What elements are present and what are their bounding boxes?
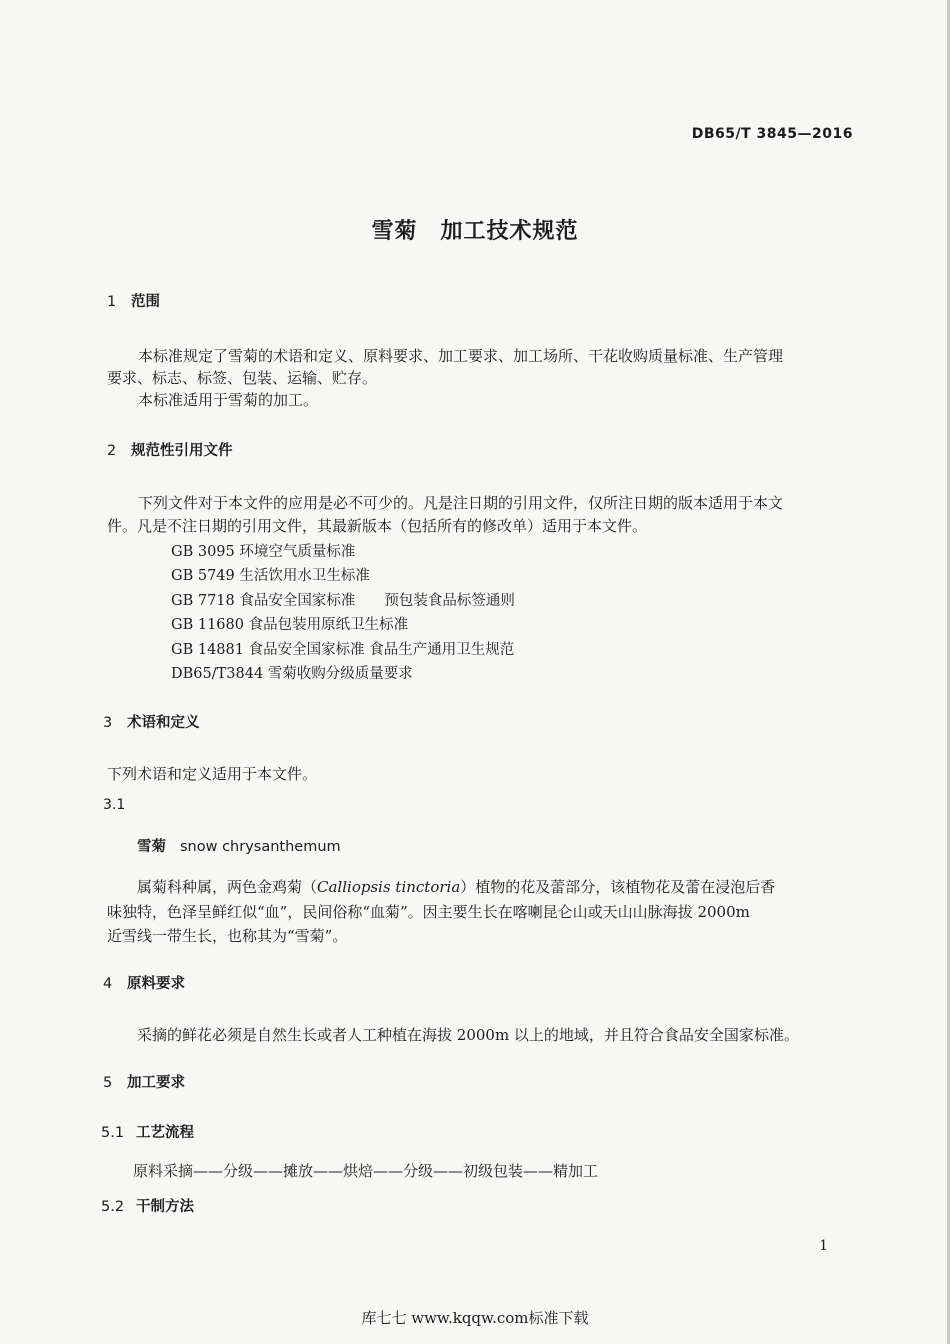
- reference-item: GB 14881 食品安全国家标准 食品生产通用卫生规范: [171, 642, 515, 658]
- subsection-title: 干制方法: [136, 1199, 194, 1215]
- subsection-title: 工艺流程: [136, 1125, 194, 1141]
- section-5-heading: [103, 1071, 185, 1092]
- reference-item: GB 5749 生活饮用水卫生标准: [171, 568, 370, 584]
- paragraph-line: 下列文件对于本文件的应用是必不可少的。凡是注日期的引用文件，仅所注日期的版本适用于本文: [138, 494, 784, 512]
- subsection-5-1-heading: [101, 1121, 194, 1142]
- paragraph-line: 采摘的鲜花必须是自然生长或者人工种植在海拔 2000m 以上的地域，并且符合食品安全国家标准。: [137, 1026, 799, 1044]
- term-entry: [137, 835, 341, 856]
- section-4-heading: [103, 972, 185, 993]
- process-flow: 原料采摘——分级——摊放——烘焙——分级——初级包装——精加工: [133, 1162, 599, 1180]
- term-english: snow chrysanthemum: [180, 839, 341, 855]
- section-title: 范围: [131, 294, 160, 310]
- reference-item: GB 3095 环境空气质量标准: [171, 544, 356, 560]
- subsection-5-2-heading: [101, 1195, 194, 1216]
- subsection-number: 3.1: [103, 797, 126, 813]
- paragraph-line: 本标准适用于雪菊的加工。: [138, 391, 319, 409]
- latin-name: Calliopsis tinctoria: [317, 878, 461, 896]
- section-3-heading: [103, 711, 200, 732]
- paragraph-line: 要求、标志、标签、包装、运输、贮存。: [107, 369, 378, 387]
- definition-line: 味独特，色泽呈鲜红似“血”，民间俗称“血菊”。因主要生长在喀喇昆仑山或天山山脉海拔 2000m: [107, 903, 750, 921]
- reference-item: GB 11680 食品包装用原纸卫生标准: [171, 617, 409, 633]
- section-number: 4: [103, 976, 113, 992]
- section-number: 3: [103, 715, 113, 731]
- page-number: 1: [819, 1238, 828, 1254]
- section-number: 5: [103, 1075, 113, 1091]
- section-number: 2: [107, 443, 117, 459]
- standard-number: DB65/T 3845—2016: [691, 126, 853, 142]
- section-1-heading: [107, 290, 160, 311]
- paragraph-line: 下列术语和定义适用于本文件。: [107, 765, 318, 783]
- reference-item: GB 7718 食品安全国家标准 预包装食品标签通则: [171, 593, 515, 609]
- paragraph-line: 本标准规定了雪菊的术语和定义、原料要求、加工要求、加工场所、干花收购质量标准、生产管理: [138, 347, 784, 365]
- section-title: 加工要求: [127, 1075, 185, 1091]
- subsection-number: 5.2: [101, 1199, 125, 1215]
- section-title: 原料要求: [127, 976, 185, 992]
- definition-line: 近雪线一带生长，也称其为“雪菊”。: [107, 927, 348, 945]
- section-title: 规范性引用文件: [131, 443, 233, 459]
- section-title: 术语和定义: [127, 715, 200, 731]
- section-2-heading: [107, 439, 233, 460]
- term-chinese: 雪菊: [137, 839, 166, 855]
- footer-watermark: 库七七 www.kqqw.com标准下载: [361, 1309, 589, 1327]
- subsection-number: 5.1: [101, 1125, 125, 1141]
- document-title: 雪菊 加工技术规范: [371, 219, 579, 244]
- section-number: 1: [107, 294, 117, 310]
- reference-item: DB65/T3844 雪菊收购分级质量要求: [171, 666, 413, 682]
- paragraph-line: 件。凡是不注日期的引用文件，其最新版本（包括所有的修改单）适用于本文件。: [107, 517, 648, 535]
- definition-line: 属菊科种属，两色金鸡菊（Calliopsis tinctoria）植物的花及蕾部分，该植物花及蕾在浸泡后香: [137, 878, 776, 896]
